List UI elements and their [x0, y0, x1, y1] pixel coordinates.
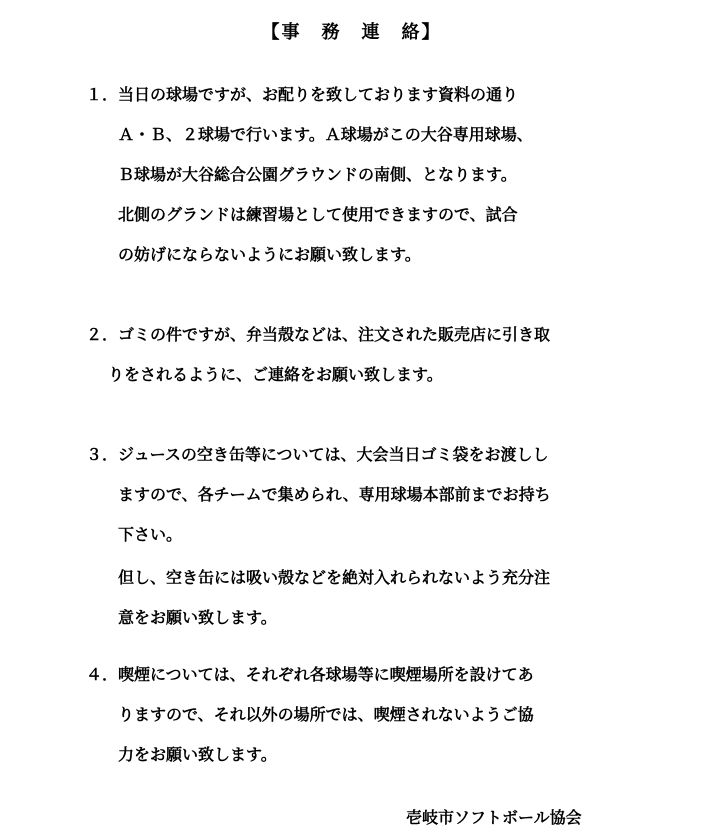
item-3-line-1: ３．ジュースの空き缶等については、大会当日ゴミ袋をお渡しし [86, 445, 549, 464]
signature: 壱岐市ソフトボール協会 [406, 808, 582, 827]
item-3-line-4: 但し、空き缶には吸い殻などを絶対入れられないよう充分注 [118, 568, 551, 587]
item-2-line-2: りをされるように、ご連絡をお願い致します。 [108, 365, 443, 384]
item-1-line-1: １．当日の球場ですが、お配りを致しております資料の通り [86, 85, 519, 104]
document-title: 【事 務 連 絡】 [261, 22, 442, 43]
item-3-line-5: 意をお願い致します。 [118, 608, 277, 627]
item-4-line-1: ４．喫煙については、それぞれ各球場等に喫煙場所を設けてあ [86, 665, 534, 684]
item-1-line-3: Ｂ球場が大谷総合公園グラウンドの南側、となります。 [118, 165, 517, 184]
item-1-line-2: Ａ・Ｂ、２球場で行います。Ａ球場がこの大谷専用球場、 [118, 125, 533, 144]
item-2-line-1: ２．ゴミの件ですが、弁当殻などは、注文された販売店に引き取 [86, 325, 551, 344]
item-4-line-3: 力をお願い致します。 [118, 745, 277, 764]
item-1-line-4: 北側のグランドは練習場として使用できますので、試合 [118, 205, 518, 224]
item-1-line-5: の妨げにならないようにお願い致します。 [118, 245, 421, 264]
item-3-line-3: 下さい。 [118, 525, 183, 544]
item-3-line-2: ますので、各チームで集められ、専用球場本部前までお持ち [118, 485, 551, 504]
item-4-line-2: りますので、それ以外の場所では、喫煙されないようご協 [118, 705, 534, 724]
